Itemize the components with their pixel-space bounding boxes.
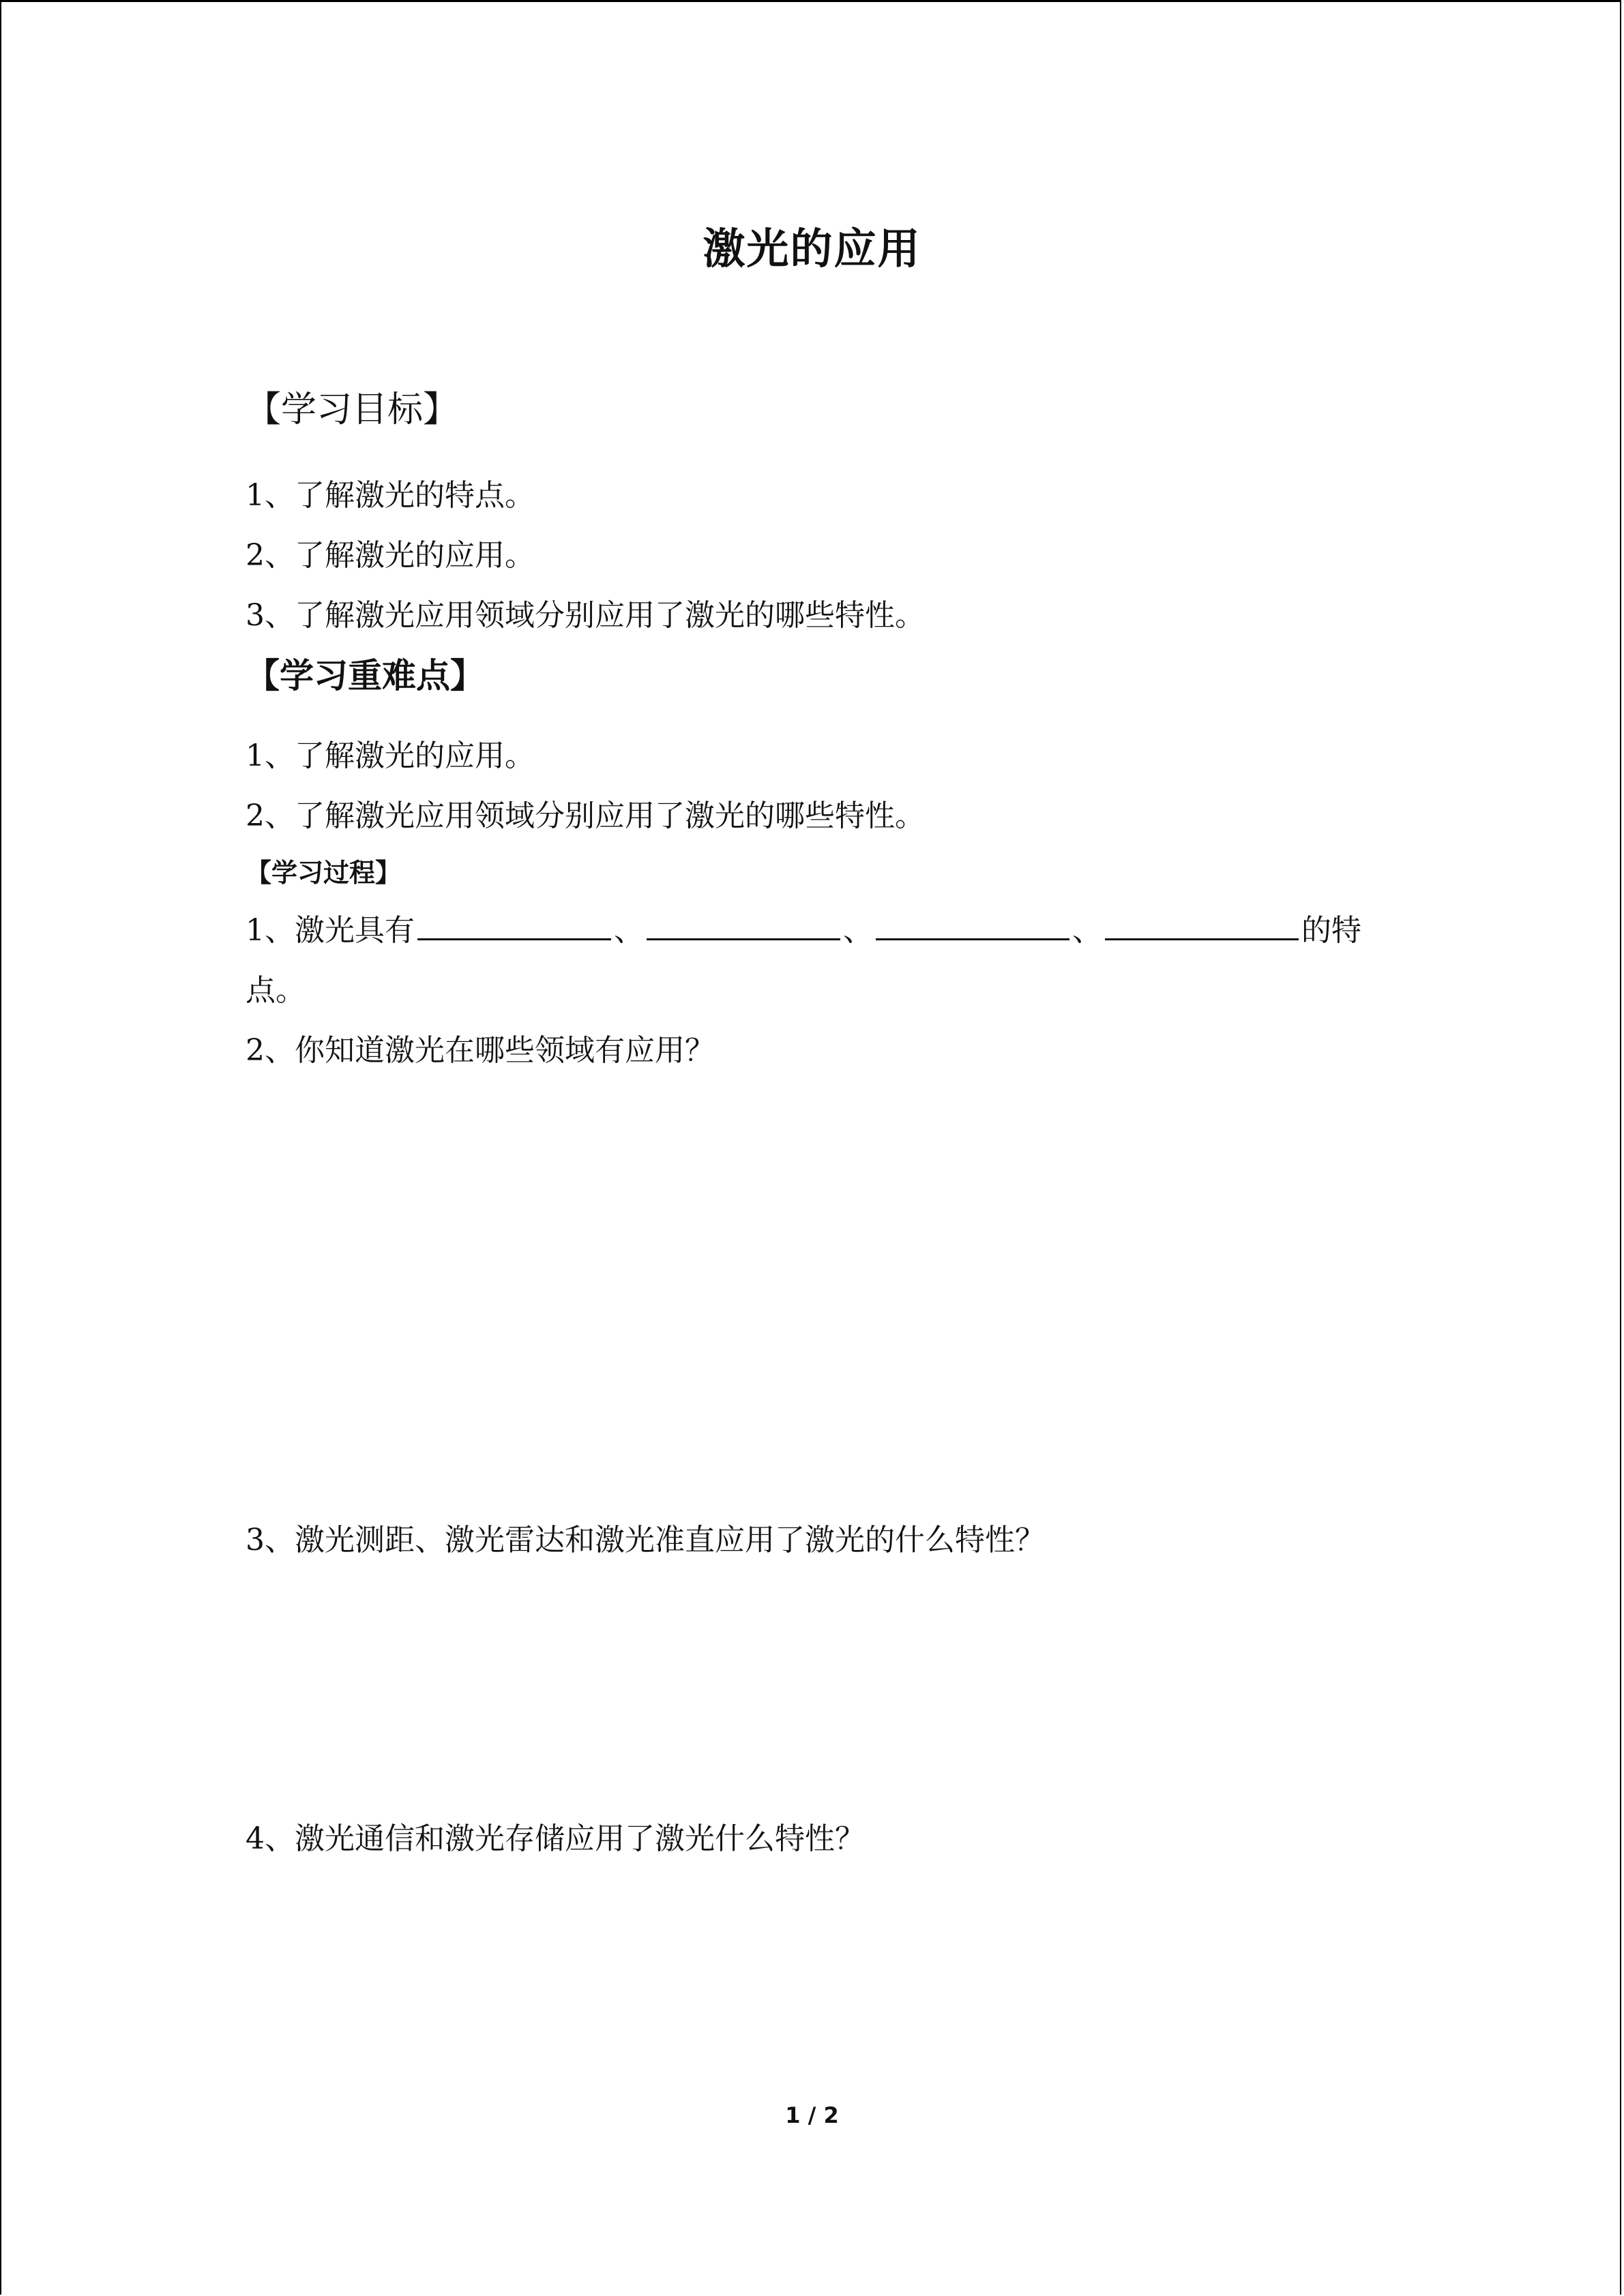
key-points-heading: 【学习重难点】 <box>246 656 484 696</box>
objective-item: 2、了解激光的应用。 <box>246 538 535 573</box>
objective-item: 3、了解激光应用领域分别应用了激光的哪些特性。 <box>246 598 925 633</box>
key-point-item: 2、了解激光应用领域分别应用了激光的哪些特性。 <box>246 799 925 833</box>
question-1-continuation: 点。 <box>246 973 306 1008</box>
question-1-prefix: 1、激光具有 <box>246 913 415 948</box>
blank-separator: 、 <box>614 913 644 948</box>
question-2: 2、你知道激光在哪些领域有应用？ <box>246 1033 715 1068</box>
fill-blank-4[interactable] <box>1105 904 1299 940</box>
blank-separator: 、 <box>1072 913 1102 948</box>
document-title: 激光的应用 <box>703 224 921 273</box>
key-point-item: 1、了解激光的应用。 <box>246 739 535 773</box>
objectives-heading: 【学习目标】 <box>246 389 459 430</box>
fill-blank-1[interactable] <box>417 904 611 940</box>
question-1-suffix: 的特 <box>1301 913 1361 948</box>
question-3: 3、激光测距、激光雷达和激光准直应用了激光的什么特性？ <box>246 1523 1045 1557</box>
answer-space[interactable] <box>246 1570 1419 1809</box>
document-body <box>246 384 1419 1869</box>
fill-blank-2[interactable] <box>647 904 840 940</box>
fill-blank-3[interactable] <box>876 904 1069 940</box>
answer-space[interactable] <box>246 1081 1419 1510</box>
process-heading: 【学习过程】 <box>246 858 402 888</box>
blank-separator: 、 <box>843 913 873 948</box>
objective-item: 1、了解激光的特点。 <box>246 478 535 513</box>
question-4: 4、激光通信和激光存储应用了激光什么特性？ <box>246 1821 865 1856</box>
page-number: 1 / 2 <box>785 2102 839 2128</box>
question-1 <box>246 901 1419 961</box>
